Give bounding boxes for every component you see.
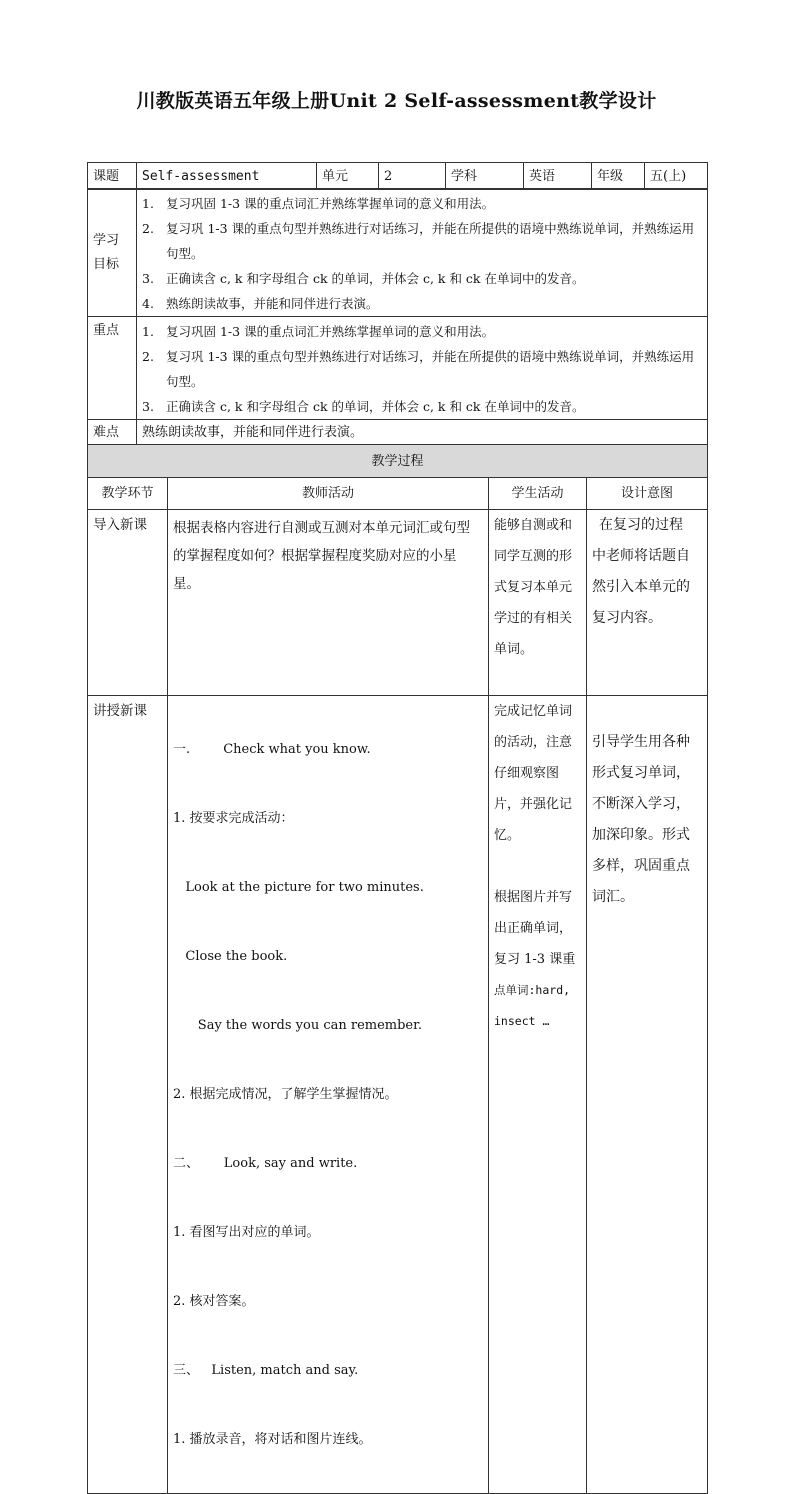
grade-label: 年级: [592, 163, 645, 190]
objectives-label: 学习目标: [88, 189, 137, 317]
intro-teacher: 根据表格内容进行自测或互测对本单元词汇或句型的掌握程度如何？根据掌握程度奖励对应的小星星。: [168, 510, 489, 696]
intro-stage: 导入新课: [88, 510, 168, 696]
column-header: 教师活动: [168, 478, 489, 510]
list-item: 4. 熟练朗读故事，并能和同伴进行表演。: [142, 296, 379, 311]
new-student: 完成记忆单词 的活动，注意 仔细观察图 片，并强化记 忆。 根据图片并写 出正确单词， 复习 1-3 课重 点单词:hard, insect …: [489, 696, 587, 1494]
process-header: 教学过程: [88, 445, 708, 478]
unit-label: 单元: [317, 163, 379, 190]
list-item: 1. 复习巩固 1-3 课的重点词汇并熟练掌握单词的意义和用法。: [142, 196, 495, 211]
intro-design: 在复习的过程 中老师将话题自 然引入本单元的 复习内容。: [587, 510, 708, 696]
goals-table: [87, 188, 708, 446]
difficulty-text: 熟练朗读故事，并能和同伴进行表演。: [137, 420, 708, 446]
list-item: 1. 复习巩固 1-3 课的重点词汇并熟练掌握单词的意义和用法。: [142, 324, 495, 339]
key-points-list: [142, 319, 702, 419]
intro-student: 能够自测或和 同学互测的形 式复习本单元 学过的有相关 单词。: [489, 510, 587, 696]
subject-label: 学科: [446, 163, 524, 190]
list-item: 3. 正确读含 c, k 和字母组合 ck 的单词，并体会 c, k 和 ck 在单词中的发音。: [142, 271, 585, 286]
column-header: 教学环节: [88, 478, 168, 510]
topic-label: 课题: [88, 163, 137, 190]
key-points-label: 重点: [88, 317, 137, 420]
new-stage: 讲授新课: [88, 696, 168, 1494]
new-design: 引导学生用各种 形式复习单词， 不断深入学习， 加深印象。形式 多样，巩固重点 词汇。: [587, 696, 708, 1494]
document-title: 川教版英语五年级上册Unit 2 Self-assessment教学设计: [136, 90, 657, 112]
column-header: 学生活动: [489, 478, 587, 510]
new-teacher: 一. Check what you know. 1. 按要求完成活动： Look at the picture for two minutes. Close the book. Say the words you can remember. 2. 根据完成情况，了解学生掌握情况。 二、 Look, say and write. 1. 看图写出对应的单词。 2. 核对答案。 三、 Listen, match and say. 1. 播放录音，将对话和图片连线。: [168, 696, 489, 1494]
list-item: 3. 正确读含 c, k 和字母组合 ck 的单词，并体会 c, k 和 ck 在单词中的发音。: [142, 399, 585, 414]
objectives-list: [142, 191, 702, 316]
subject-value: 英语: [524, 163, 592, 190]
list-item: 2. 复习巩 1-3 课的重点句型并熟练进行对话练习，并能在所提供的语境中熟练说单词，并熟练运用句型。: [142, 349, 695, 389]
grade-value: 五(上): [645, 163, 708, 190]
column-header: 设计意图: [587, 478, 708, 510]
process-table: [87, 444, 708, 1494]
unit-value: 2: [379, 163, 446, 190]
difficulty-label: 难点: [88, 420, 137, 446]
info-table: [87, 162, 708, 190]
topic-value: Self-assessment: [137, 163, 317, 190]
list-item: 2. 复习巩 1-3 课的重点句型并熟练进行对话练习，并能在所提供的语境中熟练说单词，并熟练运用句型。: [142, 221, 695, 261]
